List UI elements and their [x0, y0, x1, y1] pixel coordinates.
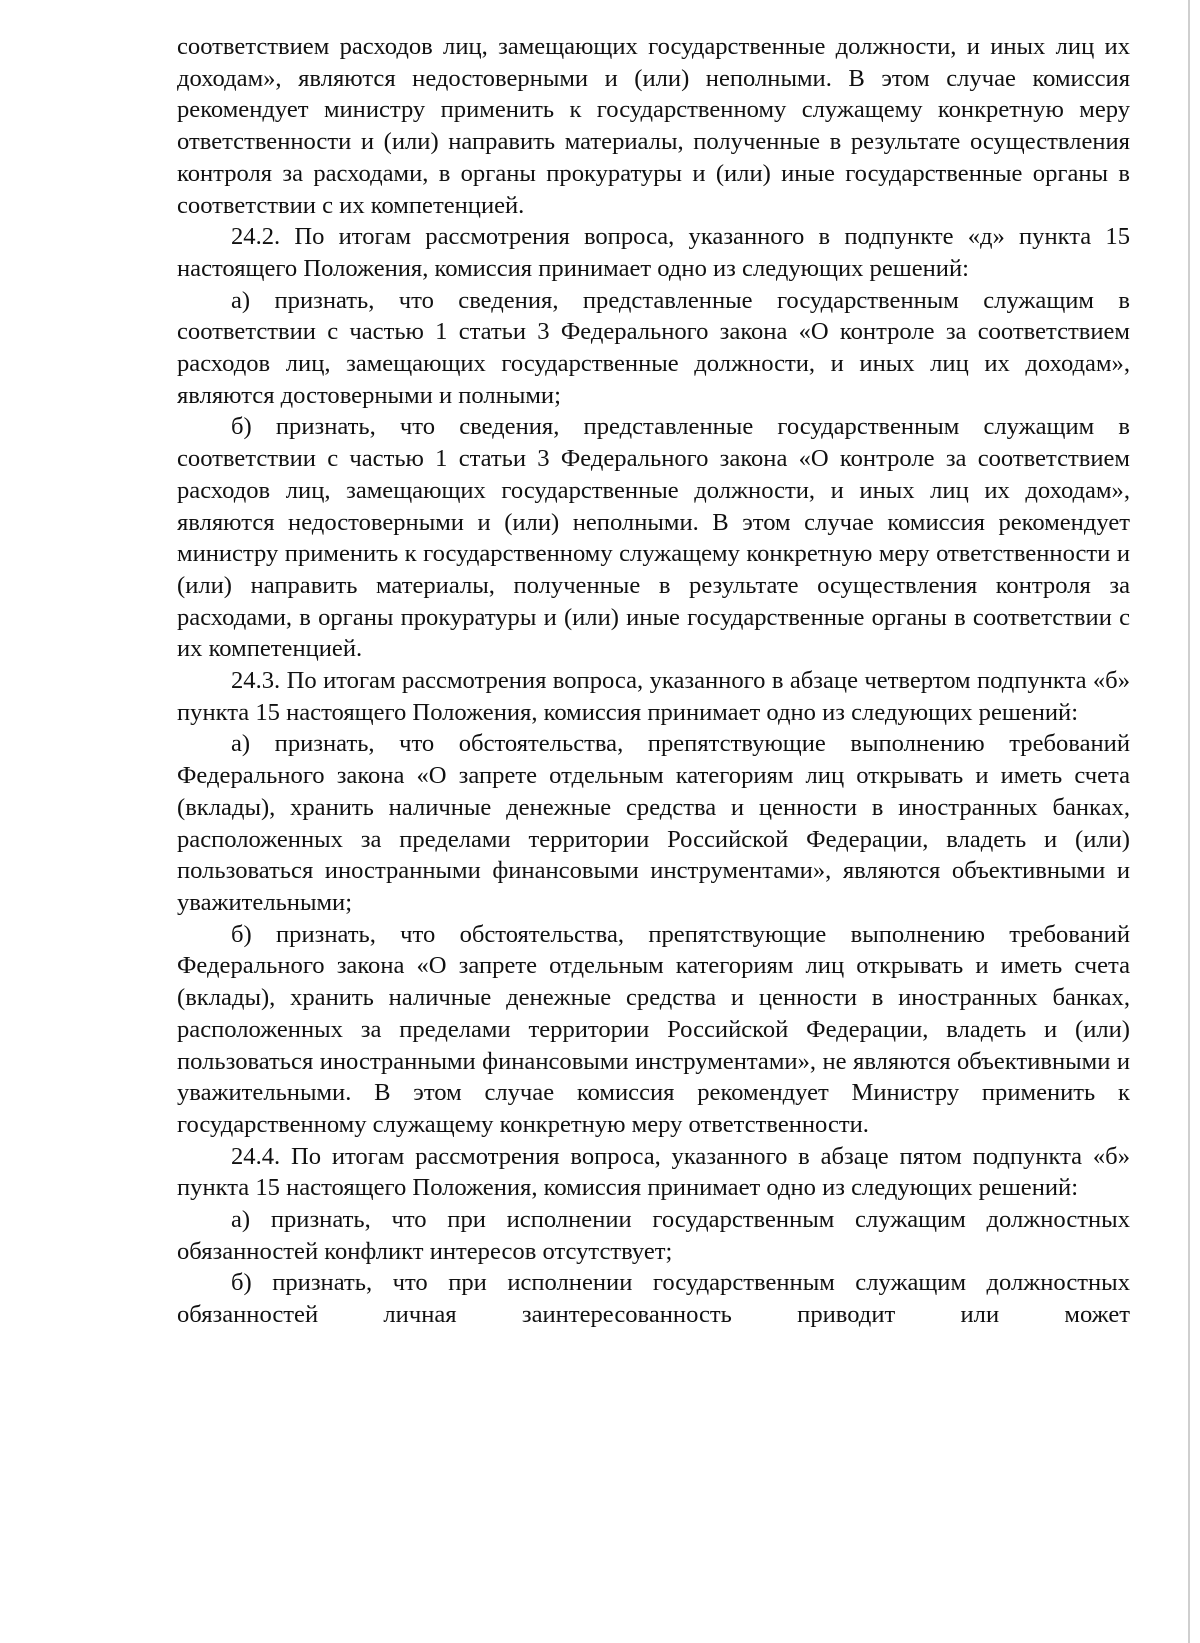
- paragraph-24-2: 24.2. По итогам рассмотрения вопроса, указанного в подпункте «д» пункта 15 настоящего Положения, комиссия принимает одно из следующих решений:: [177, 223, 1130, 282]
- paragraph-24-4-b: б) признать, что при исполнении государственным служащим должностных обязанностей личная заинтересованность приводит или может: [177, 1269, 1130, 1329]
- page-edge-line: [1188, 0, 1190, 1643]
- paragraph-24-2-a: а) признать, что сведения, представленные государственным служащим в соответствии с частью 1 статьи 3 Федерального закона «О контроле за соответствием расходов лиц, замещающих государственные должности, и иных лиц их доходам», являются достоверными и полными;: [177, 286, 1130, 409]
- paragraph-24-3: 24.3. По итогам рассмотрения вопроса, указанного в абзаце четвертом подпункта «б» пункта 15 настоящего Положения, комиссия принимает одно из следующих решений:: [177, 667, 1130, 726]
- paragraph-24-3-a: а) признать, что обстоятельства, препятствующие выполнению требований Федерального закона «О запрете отдельным категориям лиц открывать и иметь счета (вклады), хранить наличные денежные средства и ценности в иностранных банках, расположенных за пределами территории Российской Федерации, владеть и (или) пользоваться иностранными финансовыми инструментами», являются объективными и уважительными;: [177, 730, 1130, 916]
- paragraph-24-4-a: а) признать, что при исполнении государственным служащим должностных обязанностей конфликт интересов отсутствует;: [177, 1206, 1130, 1265]
- paragraph-continuation: соответствием расходов лиц, замещающих государственные должности, и иных лиц их доходам», являются недостоверными и (или) неполными. В этом случае комиссия рекомендует министру применить к государственному служащему конкретную меру ответственности и (или) направить материалы, полученные в результате осуществления контроля за расходами, в органы прокуратуры и (или) иные государственные органы в соответствии с их компетенцией.: [177, 33, 1130, 219]
- paragraph-24-2-b: б) признать, что сведения, представленные государственным служащим в соответствии с частью 1 статьи 3 Федерального закона «О контроле за соответствием расходов лиц, замещающих государственные должности, и иных лиц их доходам», являются недостоверными и (или) неполными. В этом случае комиссия рекомендует министру применить к государственному служащему конкретную меру ответственности и (или) направить материалы, полученные в результате осуществления контроля за расходами, в органы прокуратуры и (или) иные государственные органы в соответствии с их компетенцией.: [177, 413, 1130, 663]
- document-body: [177, 31, 1130, 1331]
- paragraph-24-4: 24.4. По итогам рассмотрения вопроса, указанного в абзаце пятом подпункта «б» пункта 15 настоящего Положения, комиссия принимает одно из следующих решений:: [177, 1142, 1130, 1202]
- paragraph-24-3-b: б) признать, что обстоятельства, препятствующие выполнению требований Федерального закона «О запрете отдельным категориям лиц открывать и иметь счета (вклады), хранить наличные денежные средства и ценности в иностранных банках, расположенных за пределами территории Российской Федерации, владеть и (или) пользоваться иностранными финансовыми инструментами», не являются объективными и уважительными. В этом случае комиссия рекомендует Министру применить к государственному служащему конкретную меру ответственности.: [177, 920, 1130, 1138]
